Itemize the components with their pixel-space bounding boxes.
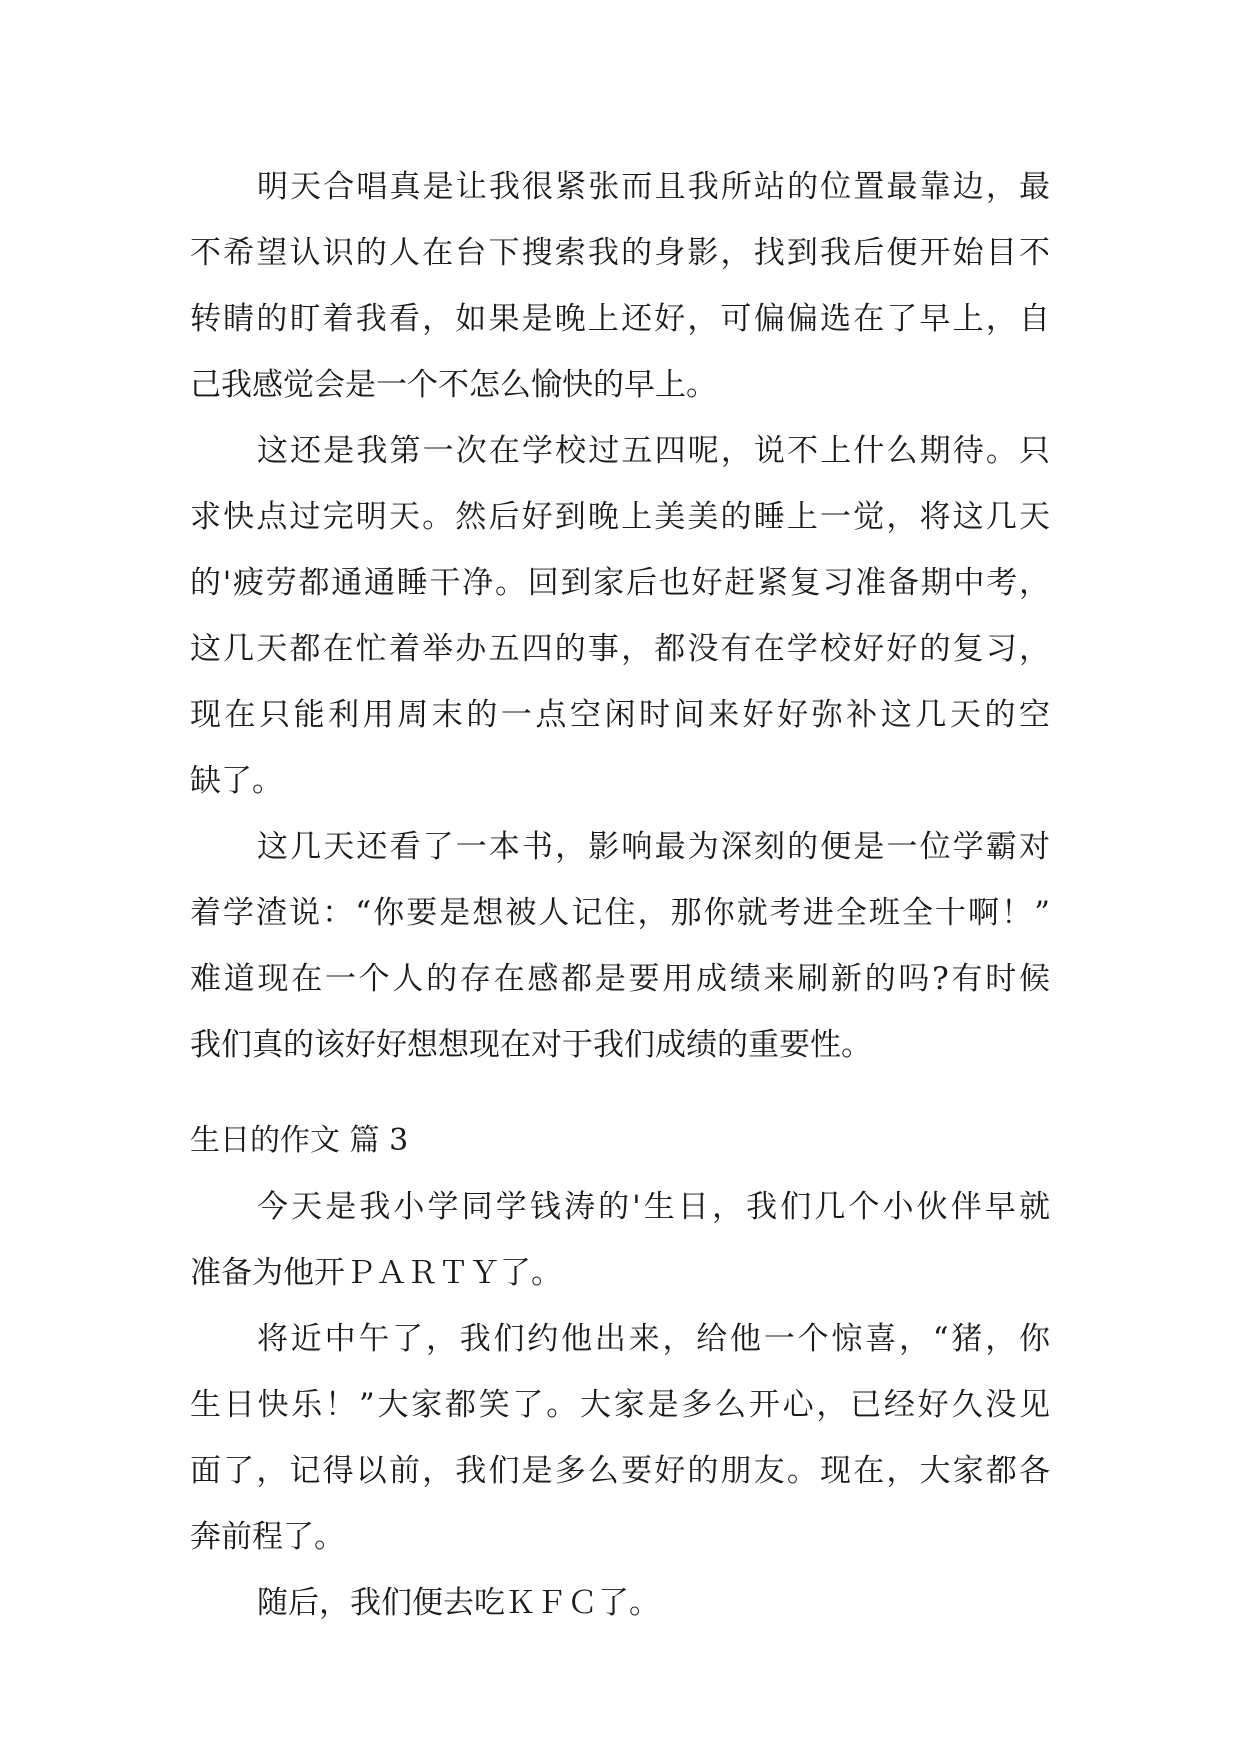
section-paragraph-1-line-2: 准备为他开ＰＡＲＴＹ了。 (190, 1255, 562, 1291)
section-paragraph-2-line-4: 奔前程了。 (190, 1519, 345, 1555)
section-paragraph-1-line-1: 今天是我小学同学钱涛的'生日，我们几个小伙伴早就 (257, 1189, 1050, 1225)
paragraph-2-line-4: 这几天都在忙着举办五四的事，都没有在学校好好的复习， (190, 631, 1050, 667)
section-paragraph-2-line-2: 生日快乐！”大家都笑了。大家是多么开心，已经好久没见 (190, 1387, 1050, 1423)
paragraph-3-line-1: 这几天还看了一本书，影响最为深刻的便是一位学霸对 (257, 829, 1050, 865)
paragraph-2-line-6: 缺了。 (190, 763, 283, 799)
paragraph-1-line-4: 己我感觉会是一个不怎么愉快的早上。 (190, 367, 717, 403)
paragraph-1-line-1: 明天合唱真是让我很紧张而且我所站的位置最靠边，最 (257, 169, 1050, 205)
section-heading: 生日的作文 篇 3 (190, 1123, 409, 1158)
paragraph-2-line-1: 这还是我第一次在学校过五四呢，说不上什么期待。只 (257, 433, 1050, 469)
paragraph-2-line-5: 现在只能利用周末的一点空闲时间来好好弥补这几天的空 (190, 697, 1050, 733)
paragraph-3-line-3: 难道现在一个人的存在感都是要用成绩来刷新的吗?有时候 (190, 961, 1050, 997)
paragraph-3-line-4: 我们真的该好好想想现在对于我们成绩的重要性。 (190, 1027, 872, 1063)
paragraph-3-line-2: 着学渣说：“你要是想被人记住，那你就考进全班全十啊！” (190, 895, 1050, 931)
paragraph-1-line-2: 不希望认识的人在台下搜索我的身影，找到我后便开始目不 (190, 235, 1050, 271)
section-paragraph-3-line-1: 随后，我们便去吃ＫＦＣ了。 (257, 1585, 660, 1621)
section-paragraph-2-line-1: 将近中午了，我们约他出来，给他一个惊喜，“猪，你 (257, 1321, 1050, 1357)
paragraph-2-line-3: 的'疲劳都通通睡干净。回到家后也好赶紧复习准备期中考， (190, 565, 1050, 601)
section-paragraph-2-line-3: 面了，记得以前，我们是多么要好的朋友。现在，大家都各 (190, 1453, 1050, 1489)
paragraph-1-line-3: 转睛的盯着我看，如果是晚上还好，可偏偏选在了早上，自 (190, 301, 1050, 337)
paragraph-2-line-2: 求快点过完明天。然后好到晚上美美的睡上一觉，将这几天 (190, 499, 1050, 535)
